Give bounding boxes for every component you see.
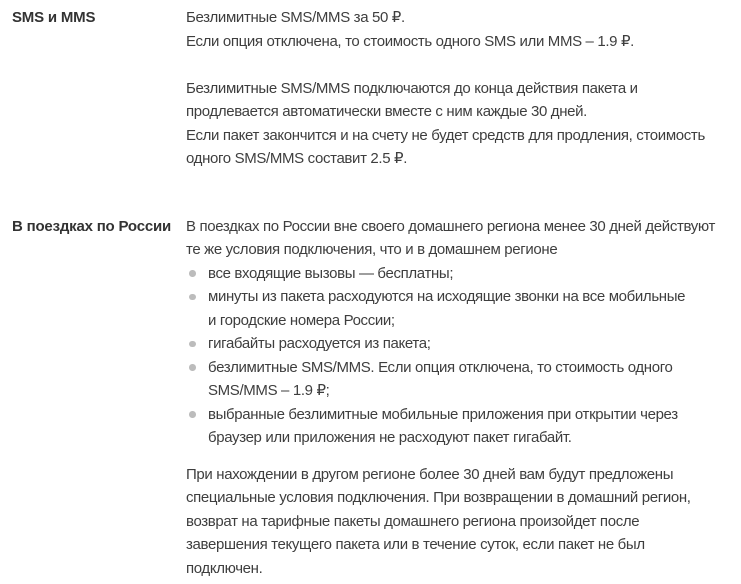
- paragraph-travel-long-stay: [186, 463, 741, 581]
- paragraph-sms-price: [186, 6, 741, 53]
- bullet-item-unlimited-sms: [186, 356, 741, 403]
- bullet-item-package-minutes: [186, 285, 741, 332]
- bullet-item-unlimited-apps: [186, 403, 741, 450]
- text-line: В поездках по России вне своего домашнего региона менее 30 дней действуют: [186, 217, 716, 235]
- row-content-travel-russia: [186, 215, 741, 581]
- row-content-sms-mms: [186, 6, 741, 171]
- section-sms-mms: [12, 6, 741, 171]
- text-line: браузер или приложения не расходуют пакет гигабайт.: [208, 429, 572, 446]
- row-label-travel-russia: В поездках по России: [12, 217, 172, 235]
- text-line: минуты из пакета расходуются на исходящие звонки на все мобильные: [208, 288, 686, 305]
- text-line: те же условия подключения, что и в домашнем регионе: [186, 241, 558, 258]
- paragraph-travel-intro: [186, 215, 741, 262]
- text-line: Безлимитные SMS/MMS за 50 ₽.: [186, 9, 405, 26]
- text-line: Если опция отключена, то стоимость одного SMS или MMS – 1.9 ₽.: [186, 32, 635, 50]
- bullet-dot-icon: [189, 270, 196, 277]
- paragraph-sms-renewal: [186, 77, 741, 171]
- bullet-item-incoming-calls: [186, 262, 741, 286]
- bullet-dot-icon: [189, 364, 196, 371]
- bullet-dot-icon: [189, 411, 196, 418]
- text-line: Безлимитные SMS/MMS подключаются до конца действия пакета и: [186, 79, 638, 97]
- text-line: SMS/MMS – 1.9 ₽;: [208, 382, 330, 399]
- row-label-sms-mms: SMS и MMS: [12, 9, 96, 26]
- bullet-dot-icon: [189, 294, 196, 301]
- text-line: завершения текущего пакета или в течение суток, если пакет не был: [186, 536, 645, 553]
- text-line: и городские номера России;: [208, 311, 395, 329]
- bullet-item-gigabytes: [186, 332, 741, 356]
- section-travel-russia: [12, 215, 741, 581]
- text-line: гигабайты расходуется из пакета;: [208, 335, 431, 352]
- bullet-list: [186, 262, 741, 450]
- bullet-dot-icon: [189, 341, 196, 348]
- text-line: возврат на тарифные пакеты домашнего региона произойдет после: [186, 512, 640, 530]
- text-line: безлимитные SMS/MMS. Если опция отключена, то стоимость одного: [208, 358, 673, 376]
- text-line: подключен.: [186, 559, 263, 577]
- text-line: все входящие вызовы — бесплатны;: [208, 264, 454, 282]
- text-line: продлевается автоматически вместе с ним каждые 30 дней.: [186, 103, 587, 120]
- text-line: одного SMS/MMS составит 2.5 ₽.: [186, 150, 408, 167]
- text-line: Если пакет закончится и на счету не будет средств для продления, стоимость: [186, 126, 705, 144]
- text-line: При нахождении в другом регионе более 30 дней вам будут предложены: [186, 465, 674, 483]
- text-line: выбранные безлимитные мобильные приложения при открытии через: [208, 405, 678, 423]
- text-line: специальные условия подключения. При возвращении в домашний регион,: [186, 489, 691, 506]
